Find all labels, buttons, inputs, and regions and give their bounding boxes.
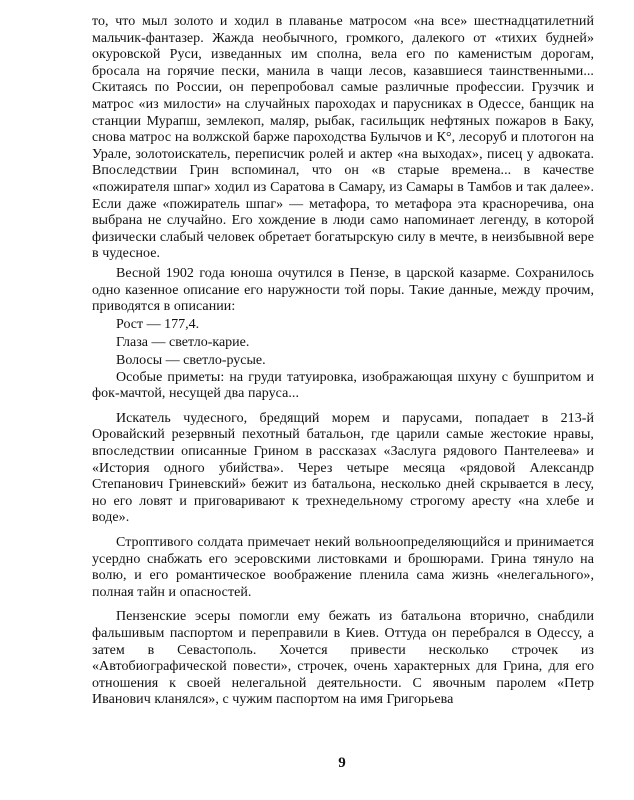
- paragraph-3: Особые приметы: на груди татуировка, изображающая шхуну с бушпритом и фок-мачтой, несущей два паруса...: [92, 369, 594, 402]
- description-list: [92, 316, 594, 370]
- paragraph-5: Строптивого солдата примечает некий вольноопределяющийся и принимается усердно снабжать его эсеровскими листовками и брошюрами. Грина тянуло на волю, и его романтическое воображение пленила сама жизнь «нелегального», полная тайн и опасностей.: [92, 535, 594, 600]
- paragraph-6: Пензенские эсеры помогли ему бежать из батальона вторично, снабдили фальшивым паспортом и переправили в Киев. Оттуда он перебрался в Одессу, а затем в Севастополь. Хочется привести несколько строчек из «Автобиографической повести», строчек, очень характерных для Грина, для его отношения к своей нелегальной деятельности. С явочным паролем «Петр Иванович кланялся», с чужим паспортом на имя Григорьева: [92, 609, 594, 708]
- description-line-eyes: Глаза — светло-карие.: [116, 334, 250, 350]
- page-number: 9: [338, 755, 346, 771]
- paragraph-4: Искатель чудесного, бредящий морем и парусами, попадает в 213-й Оровайский резервный пехотный батальон, где царили самые жестокие нравы, впоследствии описанные Грином в рассказах «Заслуга рядового Пантелеева» и «История одного убийства». Через четыре месяца «рядовой Александр Степанович Гриневский» бежит из батальона, несколько дней скрывается в лесу, но его ловят и приговаривают к трехнедельному строгому аресту «на хлебе и воде».: [92, 410, 594, 526]
- description-line-height: Рост — 177,4.: [116, 316, 200, 332]
- paragraph-2: Весной 1902 года юноша очутился в Пензе, в царской казарме. Сохранилось одно казенное описание его наружности той поры. Такие данные, между прочим, приводятся в описании:: [92, 265, 594, 315]
- paragraph-1: то, что мыл золото и ходил в плаванье матросом «на все» шестнадцатилетний мальчик-фантазер. Жажда необычного, громкого, далекого от «тихих будней» окуровской Руси, изведанных им сполна, вела его по каменистым дорогам, бросала на горячие пески, манила в чащи лесов, казавшиеся таинственными... Скитаясь по России, он перепробовал самые различные профессии. Грузчик и матрос «из милости» на случайных пароходах и парусниках в Одессе, банщик на станции Мурапш, землекоп, маляр, рыбак, гасильщик нефтяных пожаров в Баку, снова матрос на волжской барже пароходства Булычов и К°, лесоруб и плотогон на Урале, золотоискатель, переписчик ролей и актер «на выходах», писец у адвоката. Впоследствии Грин вспоминал, что он «в старые времена... в качестве «пожирателя шпаг» ходил из Саратова в Самару, из Самары в Тамбов и так далее». Если даже «пожиратель шпаг» — метафора, то метафора эта красноречива, она выбрана не случайно. Его хождение в люди само напоминает легенду, в которой физически слабый человек обретает богатырскую силу в мечте, в неизбывной вере в чудесное.: [92, 14, 594, 262]
- description-line-hair: Волосы — светло-русые.: [116, 352, 266, 368]
